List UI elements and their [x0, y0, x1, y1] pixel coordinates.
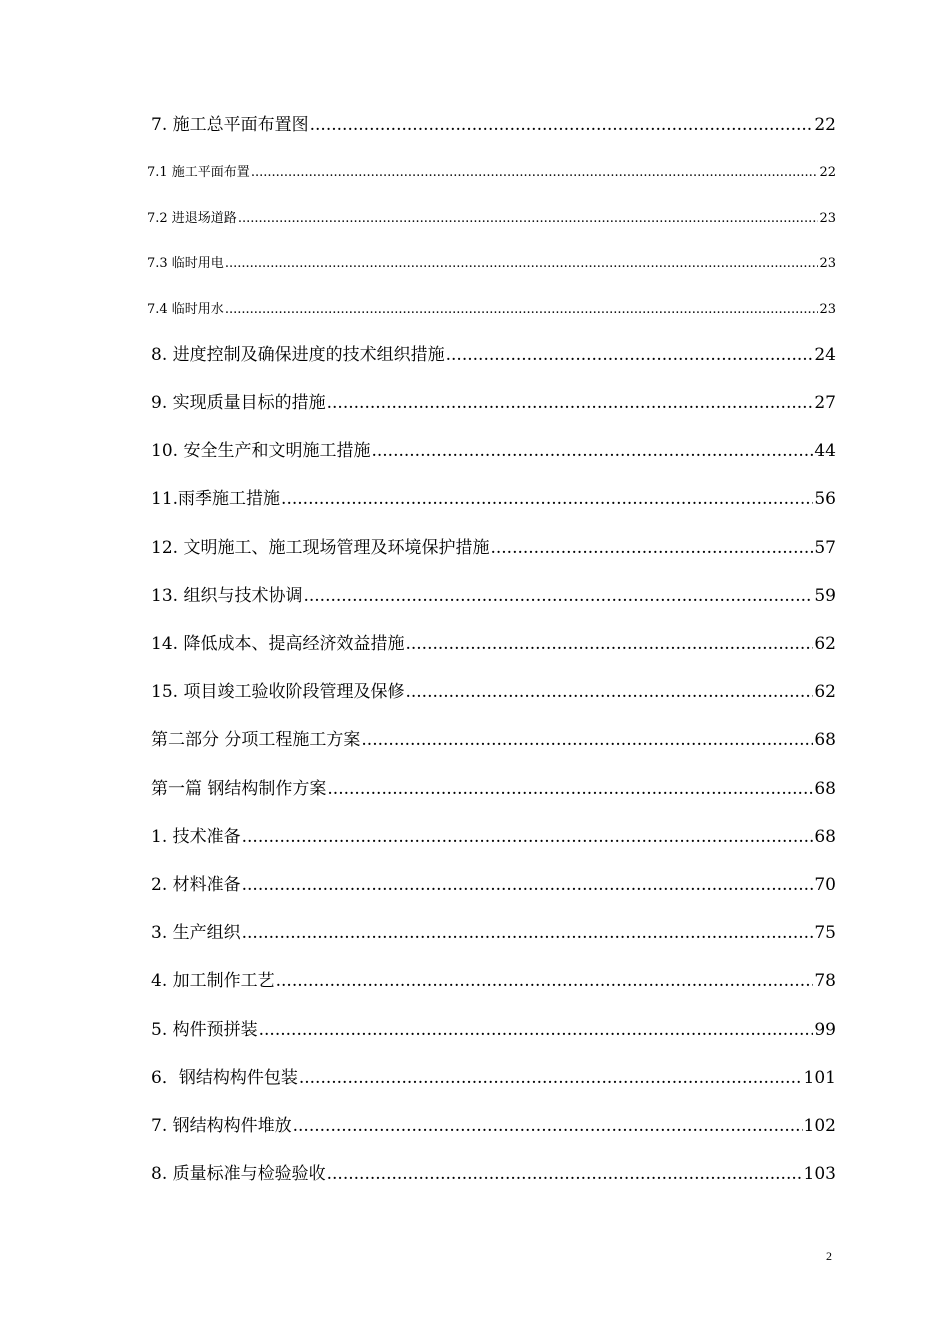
toc-dot-leader [405, 636, 813, 653]
toc-entry[interactable] [151, 491, 836, 508]
toc-entry[interactable] [147, 303, 836, 316]
toc-entry[interactable] [151, 732, 836, 749]
toc-entry-page: 62 [814, 634, 836, 654]
toc-dot-leader [405, 684, 813, 701]
toc-dot-leader [371, 443, 813, 460]
toc-dot-leader [327, 781, 813, 798]
toc-entry-page: 57 [814, 538, 836, 558]
toc-entry[interactable] [151, 925, 836, 942]
toc-entry-page: 24 [814, 345, 836, 365]
toc-entry[interactable] [147, 212, 836, 225]
toc-entry-page: 101 [803, 1068, 836, 1088]
toc-entry-page: 44 [814, 441, 836, 461]
toc-dot-leader [327, 395, 814, 412]
toc-entry-page: 70 [814, 875, 836, 895]
page-number: 2 [826, 1249, 832, 1263]
toc-entry[interactable] [151, 443, 836, 460]
toc-entry-title: 8. 进度控制及确保进度的技术组织措施 [151, 345, 445, 365]
toc-entry[interactable] [151, 540, 836, 557]
toc-entry-page: 62 [814, 682, 836, 702]
toc-dot-leader [327, 1166, 803, 1183]
toc-entry-title: 3. 生产组织 [151, 923, 241, 943]
toc-entry-page: 27 [814, 393, 836, 413]
toc-entry-page: 22 [814, 115, 836, 135]
toc-entry-page: 56 [814, 489, 836, 509]
toc-entry-title: 7. 施工总平面布置图 [151, 115, 309, 135]
toc-entry[interactable] [151, 1118, 836, 1135]
toc-entry-title: 14. 降低成本、提高经济效益措施 [151, 634, 405, 654]
toc-entry-page: 102 [803, 1116, 836, 1136]
toc-entry-page: 23 [819, 211, 836, 226]
toc-entry-page: 99 [814, 1020, 836, 1040]
toc-dot-leader [242, 877, 814, 894]
toc-entry[interactable] [151, 347, 836, 364]
toc-entry[interactable] [151, 1166, 836, 1183]
toc-dot-leader [446, 347, 814, 364]
toc-entry-title: 6．钢结构构件包装 [151, 1068, 298, 1088]
toc-entry[interactable] [151, 829, 836, 846]
toc-dot-leader [276, 973, 814, 990]
toc-entry-page: 22 [819, 165, 836, 180]
toc-entry[interactable] [151, 1070, 836, 1087]
toc-entry-title: 7.3 临时用电 [147, 256, 224, 271]
toc-dot-leader [225, 257, 819, 270]
toc-entry[interactable] [151, 395, 836, 412]
toc-dot-leader [225, 303, 819, 316]
toc-entry[interactable] [151, 877, 836, 894]
toc-entry[interactable] [151, 588, 836, 605]
toc-entry-title: 8. 质量标准与检验验收 [151, 1164, 326, 1184]
toc-entry[interactable] [151, 636, 836, 653]
toc-dot-leader [361, 732, 813, 749]
toc-entry-title: 11.雨季施工措施 [151, 489, 281, 509]
toc-entry-page: 78 [814, 971, 836, 991]
toc-entry-title: 第一篇 钢结构制作方案 [151, 779, 327, 799]
toc-entry[interactable] [151, 781, 836, 798]
toc-entry-page: 68 [814, 827, 836, 847]
toc-entry-title: 10. 安全生产和文明施工措施 [151, 441, 371, 461]
toc-entry-title: 7.4 临时用水 [147, 302, 224, 317]
toc-entry-title: 4. 加工制作工艺 [151, 971, 275, 991]
toc-entry[interactable] [151, 684, 836, 701]
toc-entry-page: 23 [819, 256, 836, 271]
toc-entry-title: 7.2 进退场道路 [147, 211, 237, 226]
toc-dot-leader [303, 588, 813, 605]
toc-entry-page: 59 [814, 586, 836, 606]
toc-entry-page: 68 [814, 779, 836, 799]
toc-entry-page: 23 [819, 302, 836, 317]
toc-entry-title: 7.1 施工平面布置 [147, 165, 250, 180]
toc-entry-page: 68 [814, 730, 836, 750]
toc-dot-leader [490, 540, 813, 557]
toc-entry-title: 7. 钢结构构件堆放 [151, 1116, 292, 1136]
toc-entry-title: 13. 组织与技术协调 [151, 586, 303, 606]
toc-dot-leader [242, 925, 814, 942]
toc-entry[interactable] [151, 973, 836, 990]
toc-entry-title: 第二部分 分项工程施工方案 [151, 730, 361, 750]
toc-entry[interactable] [147, 166, 836, 179]
toc-dot-leader [310, 117, 814, 134]
toc-dot-leader [251, 166, 819, 179]
toc-entry-title: 12. 文明施工、施工现场管理及环境保护措施 [151, 538, 490, 558]
toc-entry[interactable] [151, 117, 836, 134]
toc-dot-leader [242, 829, 814, 846]
toc-dot-leader [299, 1070, 803, 1087]
toc-entry-page: 75 [814, 923, 836, 943]
toc-entry-title: 1. 技术准备 [151, 827, 241, 847]
toc-entry-title: 5. 构件预拼装 [151, 1020, 258, 1040]
toc-entry-title: 15. 项目竣工验收阶段管理及保修 [151, 682, 405, 702]
toc-entry[interactable] [151, 1022, 836, 1039]
toc-entry-title: 2. 材料准备 [151, 875, 241, 895]
toc-dot-leader [293, 1118, 803, 1135]
toc-entry-page: 103 [803, 1164, 836, 1184]
toc-dot-leader [238, 212, 819, 225]
toc-dot-leader [281, 491, 813, 508]
toc-entry[interactable] [147, 257, 836, 270]
toc-dot-leader [259, 1022, 814, 1039]
toc-entry-title: 9. 实现质量目标的措施 [151, 393, 326, 413]
